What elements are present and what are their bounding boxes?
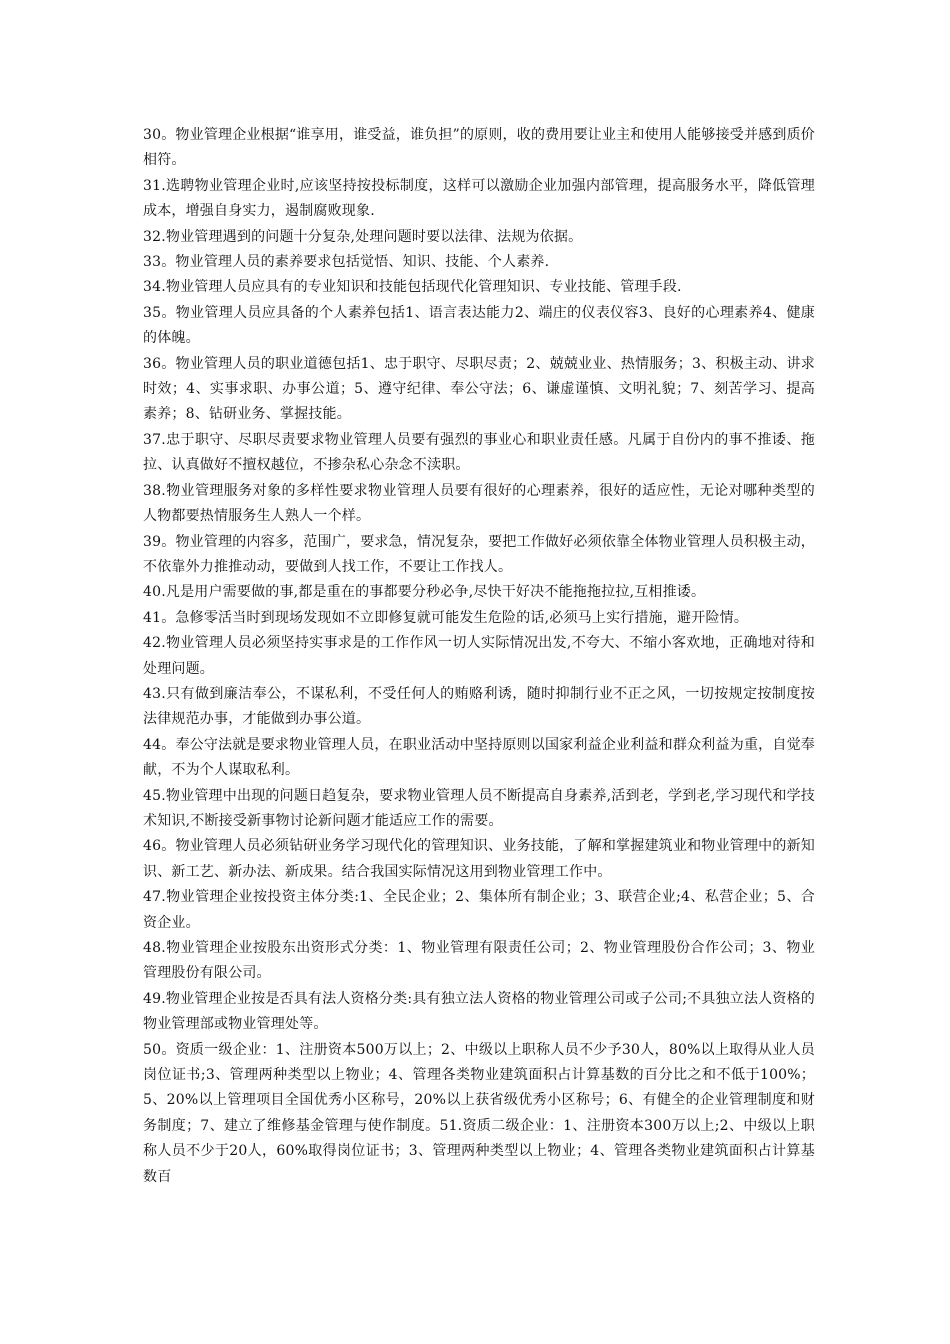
paragraph: 30。物业管理企业根据“谁享用，谁受益，谁负担”的原则，收的费用要让业主和使用人能够接受并感到质价相符。 xyxy=(143,127,815,169)
paragraph: 45.物业管理中出现的问题日趋复杂，要求物业管理人员不断提高自身素养,活到老，学到老,学习现代和学技术知识,不断接受新事物讨论新问题才能适应工作的需要。 xyxy=(143,787,815,829)
paragraph: 34.物业管理人员应具有的专业知识和技能包括现代化管理知识、专业技能、管理手段. xyxy=(143,279,682,296)
paragraph: 43.只有做到廉洁奉公，不谋私利，不受任何人的贿赂利诱，随时抑制行业不正之风，一切按规定按制度按法律规范办事，才能做到办事公道。 xyxy=(143,685,815,728)
paragraph: 35。物业管理人员应具备的个人素养包括1、语言表达能力2、端庄的仪表仪容3、良好的心理素养4、健康的体魄。 xyxy=(143,304,815,347)
paragraph: 47.物业管理企业按投资主体分类:1、全民企业；2、集体所有制企业；3、联营企业;4、私营企业；5、合资企业。 xyxy=(143,889,815,931)
paragraph: 46。物业管理人员必须钻研业务学习现代化的管理知识、业务技能，了解和掌握建筑业和物业管理中的新知识、新工艺、新办法、新成果。结合我国实际情况这用到物业管理工作中。 xyxy=(143,838,815,880)
paragraph: 39。物业管理的内容多，范围广，要求急，情况复杂，要把工作做好必须依靠全体物业管理人员积极主动，不依靠外力推推动动，要做到人找工作，不要让工作找人。 xyxy=(143,533,815,575)
paragraph: 31.选聘物业管理企业时,应该坚持按投标制度，这样可以激励企业加强内部管理，提高服务水平，降低管理成本，增强自身实力，遏制腐败现象. xyxy=(143,177,815,220)
paragraph: 37.忠于职守、尽职尽责要求物业管理人员要有强烈的事业心和职业责任感。凡属于自份内的事不推诿、拖拉、认真做好不擅权越位，不掺杂私心杂念不渎职。 xyxy=(143,431,815,474)
document-body xyxy=(143,123,815,1190)
paragraph: 42.物业管理人员必须坚持实事求是的工作作风一切人实际情况出发,不夸大、不缩小客欢地，正确地对待和处理问题。 xyxy=(143,635,815,677)
paragraph: 36。物业管理人员的职业道德包括1、忠于职守、尽职尽责；2、兢兢业业、热情服务；3、积极主动、讲求时效；4、实事求职、办事公道；5、遵守纪律、奉公守法；6、谦虚谨慎、文明礼貌；7、刻苦学习、提高素养；8、钻研业务、掌握技能。 xyxy=(143,355,815,423)
paragraph: 44。奉公守法就是要求物业管理人员，在职业活动中坚持原则以国家利益企业利益和群众利益为重，自觉奉献，不为个人谋取私利。 xyxy=(143,736,815,779)
paragraph: 38.物业管理服务对象的多样性要求物业管理人员要有很好的心理素养，很好的适应性，无论对哪种类型的人物都要热情服务生人熟人一个样。 xyxy=(143,482,815,525)
paragraph: 40.凡是用户需要做的事,都是重在的事都要分秒必争,尽快干好决不能拖拖拉拉,互相推诿。 xyxy=(143,584,706,601)
paragraph: 48.物业管理企业按股东出资形式分类：1、物业管理有限责任公司；2、物业管理股份合作公司；3、物业管理股份有限公司。 xyxy=(143,940,815,982)
paragraph: 33。物业管理人员的素养要求包括觉悟、知识、技能、个人素养. xyxy=(143,254,550,271)
paragraph: 41。急修零活当时到现场发现如不立即修复就可能发生危险的话,必须马上实行措施，避开险情。 xyxy=(143,609,749,626)
paragraph: 49.物业管理企业按是否具有法人资格分类:具有独立法人资格的物业管理公司或子公司;不具独立法人资格的物业管理部或物业管理处等。 xyxy=(143,990,815,1033)
paragraph: 50。资质一级企业：1、注册资本500万以上；2、中级以上职称人员不少予30人，80%以上取得从业人员岗位证书;3、管理两种类型以上物业；4、管理各类物业建筑面积占计算基数的百分比之和不低于100%；5、20%以上管理项目全国优秀小区称号，20%以上获省级优秀小区称号；6、有健全的企业管理制度和财务制度；7、建立了维修基金管理与使作制度。51.资质二级企业：1、注册资本300万以上;2、中级以上职称人员不少于20人，60%取得岗位证书；3、管理两种类型以上物业；4、管理各类物业建筑面积占计算基数百 xyxy=(143,1041,815,1185)
paragraph: 32.物业管理遇到的问题十分复杂,处理问题时要以法律、法规为依据。 xyxy=(143,228,583,245)
